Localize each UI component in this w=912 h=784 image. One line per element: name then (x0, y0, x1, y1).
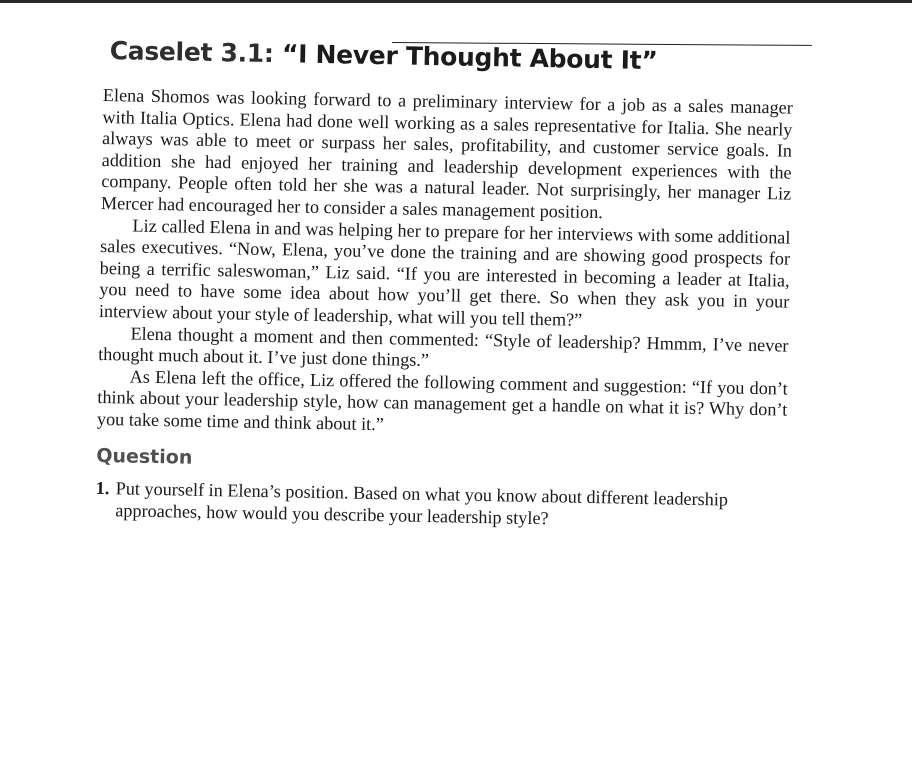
question-heading: Question (96, 444, 193, 469)
question-number: 1. (95, 477, 110, 498)
paragraph-3: Elena thought a moment and then commented: “Style of leadership? Hmmm, I’ve never thought much about it. I’ve just done things.” (97, 323, 789, 371)
caselet-number: Caselet 3.1: (109, 36, 274, 69)
paragraph-1: Elena Shomos was looking forward to a preliminary interview for a job as a sales manager with Italia Optics. Elena had done well working as a sales representative for Italia. She nearly always was able to meet or surpass her sales, profitability, and customer service goals. In addition she had enjoyed her training and leadership development experiences with the company. People often told her she was a natural leader. Not surprisingly, her manager Liz Mercer had encouraged her to consider a sales management position. (100, 84, 793, 223)
caselet-title (109, 36, 793, 78)
caselet-content (95, 36, 794, 533)
caselet-title-text: “I Never Thought About It” (281, 39, 658, 76)
question-text: Put yourself in Elena’s position. Based on what you know about different leadership approaches, how would you describe your leadership style? (115, 477, 729, 528)
paragraph-4: As Elena left the office, Liz offered the following comment and suggestion: “If you don’t think about your leadership style, how can management get a handle on what it is? Why don’t you take some time and think about it.” (96, 366, 788, 435)
paragraph-2: Liz called Elena in and was helping her to prepare for her interviews with some additional sales executives. “Now, Elena, you’ve done the training and are showing good prospects for being a terrific saleswoman,” Liz said. “If you are interested in becoming a leader at Italia, you need to have some idea about how you’ll get there. So when they ask you in your interview about your style of leadership, what will you tell them?” (98, 215, 791, 330)
page-top-border (0, 0, 912, 3)
question-item (95, 476, 786, 533)
